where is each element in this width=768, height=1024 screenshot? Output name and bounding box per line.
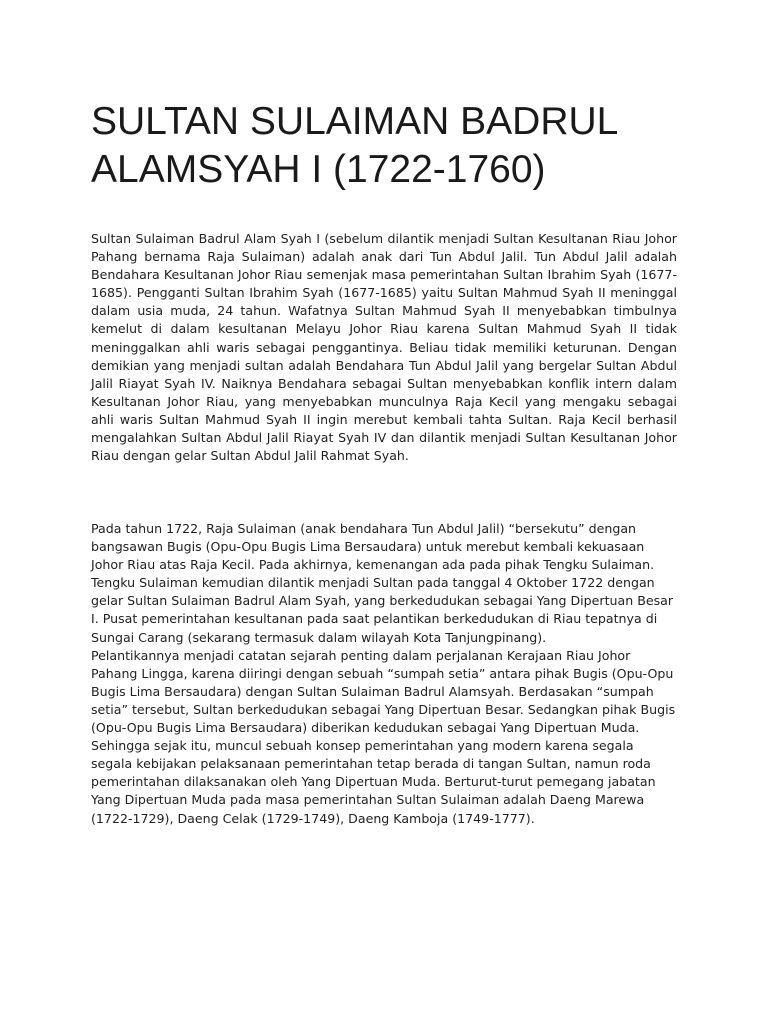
document-title: SULTAN SULAIMAN BADRUL ALAMSYAH I (1722-1760) (91, 100, 617, 191)
paragraph-group (91, 520, 677, 828)
paragraph-1: Sultan Sulaiman Badrul Alam Syah I (sebelum dilantik menjadi Sultan Kesultanan Riau Johor Pahang bernama Raja Sulaiman) adalah anak dari Tun Abdul Jalil. Tun Abdul Jalil adalah Bendahara Kesultanan Johor Riau semenjak masa pemerintahan Sultan Ibrahim Syah (1677-1685). Pengganti Sultan Ibrahim Syah (1677-1685) yaitu Sultan Mahmud Syah II meninggal dalam usia muda, 24 tahun. Wafatnya Sultan Mahmud Syah II menyebabkan timbulnya kemelut di dalam kesultanan Melayu Johor Riau karena Sultan Mahmud Syah II tidak meninggalkan ahli waris sebagai penggantinya. Beliau tidak memiliki keturunan. Dengan demikian yang menjadi sultan adalah Bendahara Tun Abdul Jalil yang bergelar Sultan Abdul Jalil Riayat Syah IV. Naiknya Bendahara sebagai Sultan menyebabkan konflik intern dalam Kesultanan Johor Riau, yang menyebabkan munculnya Raja Kecil yang mengaku sebagai ahli waris Sultan Mahmud Syah II ingin merebut kembali tahta Sultan. Raja Kecil berhasil mengalahkan Sultan Abdul Jalil Riayat Syah IV dan dilantik menjadi Sultan Kesultanan Johor Riau dengan gelar Sultan Abdul Jalil Rahmat Syah. (91, 231, 677, 464)
paragraph-3: Pelantikannya menjadi catatan sejarah penting dalam perjalanan Kerajaan Riau Johor Pahang Lingga, karena diiringi dengan sebuah “sumpah setia” antara pihak Bugis (Opu-Opu Bugis Lima Bersaudara) dengan Sultan Sulaiman Badrul Alamsyah. Berdasakan “sumpah setia” tersebut, Sultan berkedudukan sebagai Yang Dipertuan Besar. Sedangkan pihak Bugis (Opu-Opu Bugis Lima Bersaudara) diberikan kedudukan sebagai Yang Dipertuan Muda. Sehingga sejak itu, muncul sebuah konsep pemerintahan yang modern karena segala segala kebijakan pelaksanaan pemerintahan tetap berada di tangan Sultan, namun roda pemerintahan dilaksanakan oleh Yang Dipertuan Muda. Berturut-turut pemegang jabatan Yang Dipertuan Muda pada masa pemerintahan Sultan Sulaiman adalah Daeng Marewa (1722-1729), Daeng Celak (1729-1749), Daeng Kamboja (1749-1777). (91, 647, 676, 826)
paragraph-2: Pada tahun 1722, Raja Sulaiman (anak bendahara Tun Abdul Jalil) “bersekutu” dengan bangsawan Bugis (Opu-Opu Bugis Lima Bersaudara) untuk merebut kembali kekuasaan Johor Riau atas Raja Kecil. Pada akhirnya, kemenangan ada pada pihak Tengku Sulaiman. Tengku Sulaiman kemudian dilantik menjadi Sultan pada tanggal 4 Oktober 1722 dengan gelar Sultan Sulaiman Badrul Alam Syah, yang berkedudukan sebagai Yang Dipertuan Besar I. Pusat pemerintahan kesultanan pada saat pelantikan berkedudukan di Riau tepatnya di Sungai Carang (sekarang termasuk dalam wilayah Kota Tanjungpinang). (91, 521, 674, 645)
